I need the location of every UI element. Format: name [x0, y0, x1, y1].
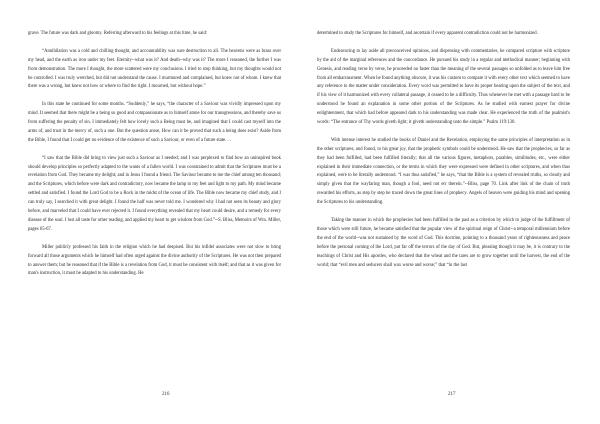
- left-page: [28, 30, 281, 279]
- paragraph: Taking the manner in which the prophecies had been fulfilled in the past as a criterion by which to judge of the fulfillment of those which were still future, he became satisfied that the popular view of the spiritual reign of Christ--a temporal millennium before the end of the world--was not sustained by the word of God. This doctrine, pointing to a thousand years of righteousness and peace before the personal coming of the Lord, put far off the terrors of the day of God. But, pleasing though it may be, it is contrary to the teachings of Christ and His apostles, who declared that the wheat and the tares are to grow together until the harvest, the end of the world; that “evil men and seducers shall wax worse and worse;” that “in the last: [317, 217, 570, 268]
- paragraph: In this state he continued for some months. “Suddenly,” he says, “the character of a Saviour was vividly impressed upon my mind. It seemed that there might be a being so good and compassionate as to himself atone for our transgressions, and thereby save us from suffering the penalty of sin. I immediately felt how lovely such a Being must be, and imagined that I could cast myself into the arms of, and trust in the mercy of, such a one. But the question arose, How can it be proved that such a being does exist? Aside from the Bible, I found that I could get no evidence of the existence of such a Saviour, or even of a future state. . .: [28, 102, 281, 143]
- paragraph: determined to study the Scriptures for himself, and ascertain if every apparent contradiction could not be harmonized.: [317, 31, 538, 36]
- paragraph: grave. The future was dark and gloomy. Referring afterward to his feelings at this time, he said:: [28, 31, 208, 36]
- page-number: 217: [448, 392, 456, 397]
- block-quote-paragraph: “I saw that the Bible did bring to view just such a Saviour as I needed; and I was perplexed to find how an uninspired book should develop principles so perfectly adapted to the wants of a fallen world. I was constrained to admit that the Scriptures must be a revelation from God. They became my delight; and in Jesus I found a friend. The Saviour became to me the chief among ten thousand; and the Scriptures, which before were dark and contradictory, now became the lamp to my feet and light to my path. My mind became settled and satisfied. I found the Lord God to be a Rock in the midst of the ocean of life. The Bible now became my chief study, and I can truly say, I searched it with great delight. I found the half was never told me. I wondered why I had not seen its beauty and glory before, and marveled that I could have ever rejected it. I found everything revealed that my heart could desire, and a remedy for every disease of the soul. I lost all taste for other reading, and applied my heart to get wisdom from God.”--S. Bliss, Memoirs of Wm. Miller, pages 65-67.: [28, 155, 281, 232]
- right-page: [317, 30, 570, 270]
- paragraph: With intense interest he studied the books of Daniel and the Revelation, employing the same principles of interpretation as in the other scriptures, and found, to his great joy, that the prophetic symbols could be understood. He saw that the prophecies, so far as they had been fulfilled, had been fulfilled literally; that all the various figures, metaphors, parables, similitudes, etc., were either explained in their immediate connection, or the terms in which they were expressed were defined in other scriptures, and when thus explained, were to be literally understood. “I was thus satisfied,” he says, “that the Bible is a system of revealed truths, so clearly and simply given that the wayfaring man, though a fool, need not err therein.”--Bliss, page 70. Link after link of the chain of truth rewarded his efforts, as step by step he traced down the great lines of prophecy. Angels of heaven were guiding his mind and opening the Scriptures to his understanding.: [317, 137, 570, 206]
- paragraph: Miller publicly professed his faith in the religion which he had despised. But his infidel associates were not slow to bring forward all those arguments which he himself had often urged against the divine authority of the Scriptures. He was not then prepared to answer them; but he reasoned that if the Bible is a revelation from God, it must be consistent with itself; and that as it was given for man's instruction, it must be adapted to his understanding. He: [28, 244, 281, 277]
- page-number: 216: [162, 392, 170, 397]
- block-quote-paragraph: “Annihilation was a cold and chilling thought, and accountability was sure destruction to all. The heavens were as brass over my head, and the earth as iron under my feet. Eternity--what was it? And death--why was it? The more I reasoned, the further I was from demonstration. The more I thought, the more scattered were my conclusions. I tried to stop thinking, but my thoughts would not be controlled. I was truly wretched, but did not understand the cause. I murmured and complained, but knew not of whom. I knew that there was a wrong, but knew not how or where to find the right. I mourned, but without hope.”: [28, 48, 281, 90]
- paragraph: Endeavoring to lay aside all preconceived opinions, and dispensing with commentaries, he compared scripture with scripture by the aid of the marginal references and the concordance. He pursued his study in a regular and methodical manner; beginning with Genesis, and reading verse by verse, he proceeded no faster than the meaning of the several passages so unfolded as to leave him free from all embarrassment. When he found anything obscure, it was his custom to compare it with every other text which seemed to have any reference to the matter under consideration. Every word was permitted to have its proper bearing upon the subject of the text, and if his view of it harmonized with every collateral passage, it ceased to be a difficulty. Thus whenever he met with a passage hard to be understood he found an explanation in some other portion of the Scriptures. As he studied with earnest prayer for divine enlightenment, that which had before appeared dark to his understanding was made clear. He experienced the truth of the psalmist's words: “The entrance of Thy words giveth light; it giveth understanding unto the simple.” Psalm 119:130.: [317, 48, 570, 126]
